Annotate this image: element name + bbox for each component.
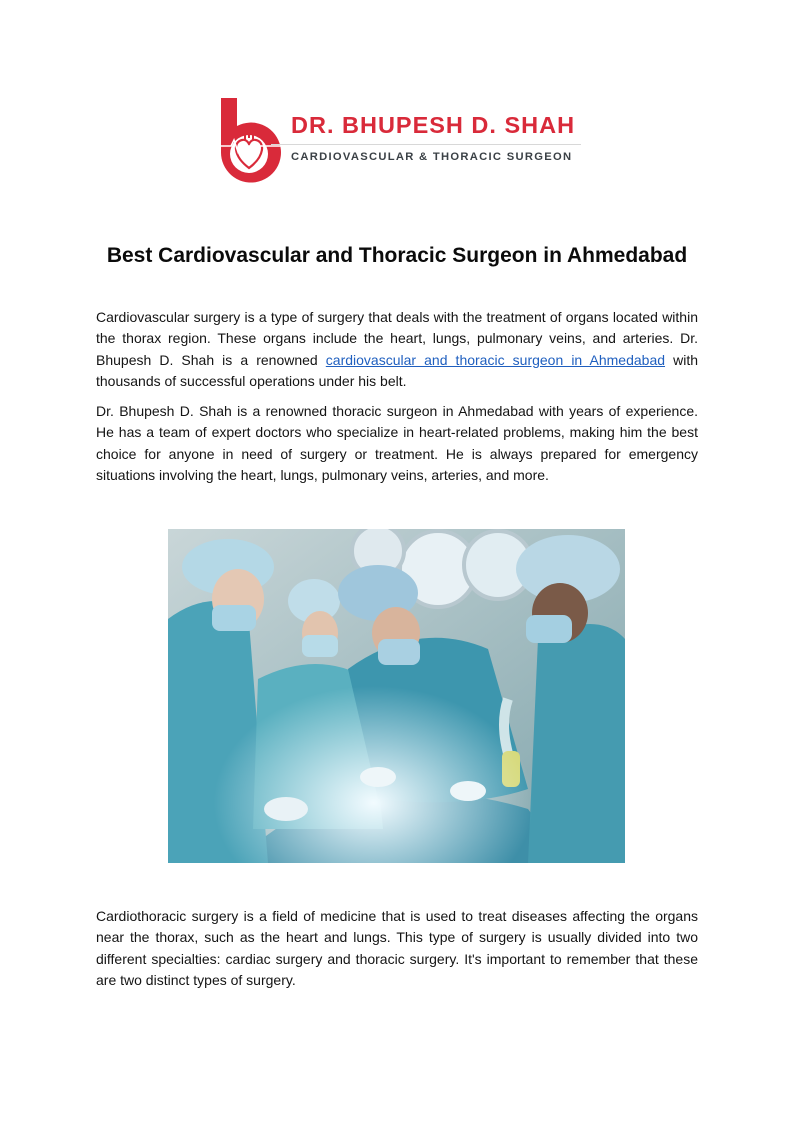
surgeon-link[interactable]: cardiovascular and thoracic surgeon in Ahmedabad bbox=[325, 351, 666, 368]
page-title: Best Cardiovascular and Thoracic Surgeon in Ahmedabad bbox=[106, 244, 688, 267]
logo-name: DR. BHUPESH D. SHAH bbox=[291, 112, 576, 138]
surgery-photo bbox=[168, 529, 625, 863]
experience-paragraph: Dr. Bhupesh D. Shah is a renowned thoracic surgeon in Ahmedabad with years of experience. He has a team of expert doctors who specialize in heart-related problems, making him the best choice for anyone in need of surgery or treatment. He is always prepared for emergency situations involving the heart, lungs, pulmonary veins, arteries, and more. bbox=[96, 403, 698, 483]
intro-paragraph bbox=[96, 307, 698, 392]
logo-tagline: CARDIOVASCULAR & THORACIC SURGEON bbox=[291, 151, 573, 163]
specialties-paragraph: Cardiothoracic surgery is a field of medicine that is used to treat diseases affecting the organs near the thorax, such as the heart and lungs. This type of surgery is usually divided into two different specialties: cardiac surgery and thoracic surgery. It's important to remember that these are two distinct types of surgery. bbox=[96, 908, 698, 988]
operating-room-image bbox=[168, 529, 625, 863]
intro-text-before: Cardiovascular surgery is a type of surgery that deals with the treatment of organs located within the thorax region. These organs include the heart, lungs, pulmonary veins, and arteries. Dr. Bhupesh D. Shah is a renowned bbox=[96, 309, 698, 368]
logo-b-heart-icon bbox=[209, 94, 289, 186]
logo-divider bbox=[271, 144, 581, 145]
clinic-logo bbox=[209, 94, 589, 186]
intro-text-after: with thousands of successful operations under his belt. bbox=[96, 351, 698, 389]
